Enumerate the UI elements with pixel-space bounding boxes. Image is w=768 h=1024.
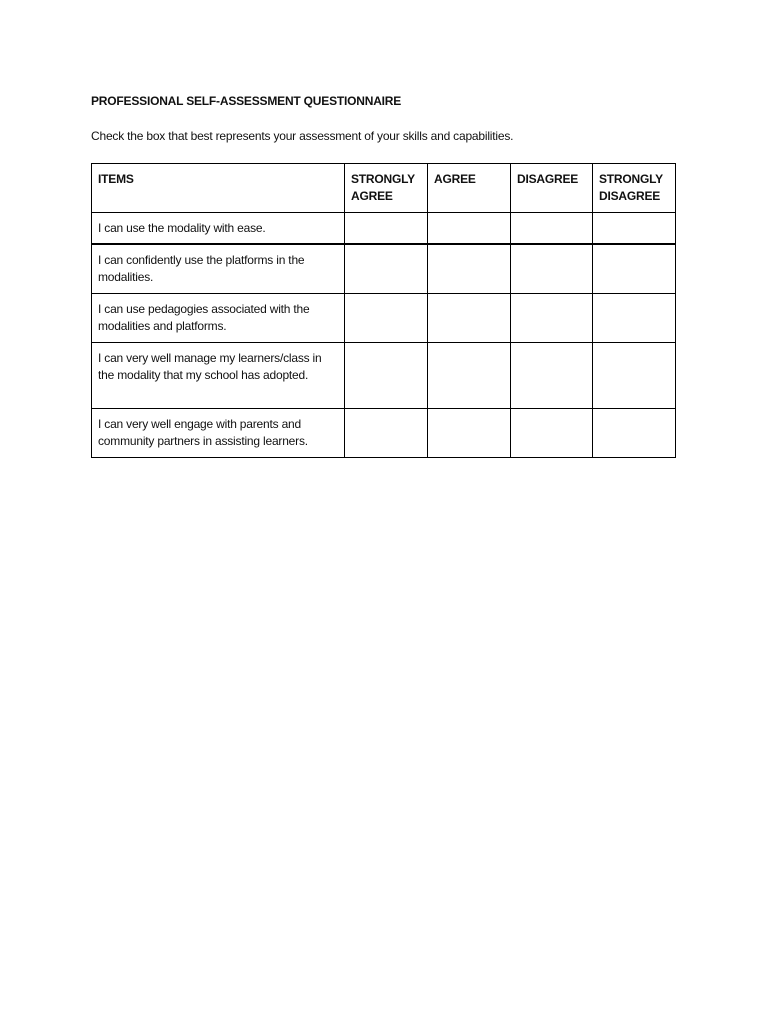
header-agree: AGREE — [428, 164, 511, 213]
strongly-agree-checkbox[interactable] — [345, 342, 428, 408]
header-items: ITEMS — [92, 164, 345, 213]
header-strongly-agree: STRONGLY AGREE — [345, 164, 428, 213]
strongly-disagree-checkbox[interactable] — [593, 342, 676, 408]
item-text: I can confidently use the platforms in the modalities. — [92, 244, 345, 293]
strongly-agree-checkbox[interactable] — [345, 408, 428, 457]
strongly-agree-checkbox[interactable] — [345, 293, 428, 342]
instruction-text: Check the box that best represents your assessment of your skills and capabilities. — [91, 129, 514, 143]
disagree-checkbox[interactable] — [511, 213, 593, 245]
agree-checkbox[interactable] — [428, 293, 511, 342]
agree-checkbox[interactable] — [428, 244, 511, 293]
item-text: I can very well engage with parents and community partners in assisting learners. — [92, 408, 345, 457]
item-text: I can use the modality with ease. — [92, 213, 345, 245]
table-header-row — [92, 164, 676, 213]
item-text: I can very well manage my learners/class in the modality that my school has adopted. — [92, 342, 345, 408]
table-row — [92, 244, 676, 293]
table-row — [92, 342, 676, 408]
table-row — [92, 293, 676, 342]
strongly-disagree-checkbox[interactable] — [593, 408, 676, 457]
strongly-disagree-checkbox[interactable] — [593, 213, 676, 245]
strongly-disagree-checkbox[interactable] — [593, 244, 676, 293]
agree-checkbox[interactable] — [428, 408, 511, 457]
agree-checkbox[interactable] — [428, 342, 511, 408]
table-row — [92, 408, 676, 457]
strongly-agree-checkbox[interactable] — [345, 213, 428, 245]
disagree-checkbox[interactable] — [511, 293, 593, 342]
page-title: PROFESSIONAL SELF-ASSESSMENT QUESTIONNAIRE — [91, 94, 402, 108]
header-strongly-disagree: STRONGLY DISAGREE — [593, 164, 676, 213]
table-row — [92, 213, 676, 245]
agree-checkbox[interactable] — [428, 213, 511, 245]
strongly-agree-checkbox[interactable] — [345, 244, 428, 293]
header-disagree: DISAGREE — [511, 164, 593, 213]
strongly-disagree-checkbox[interactable] — [593, 293, 676, 342]
item-text: I can use pedagogies associated with the modalities and platforms. — [92, 293, 345, 342]
disagree-checkbox[interactable] — [511, 342, 593, 408]
assessment-table — [91, 163, 676, 458]
disagree-checkbox[interactable] — [511, 244, 593, 293]
disagree-checkbox[interactable] — [511, 408, 593, 457]
